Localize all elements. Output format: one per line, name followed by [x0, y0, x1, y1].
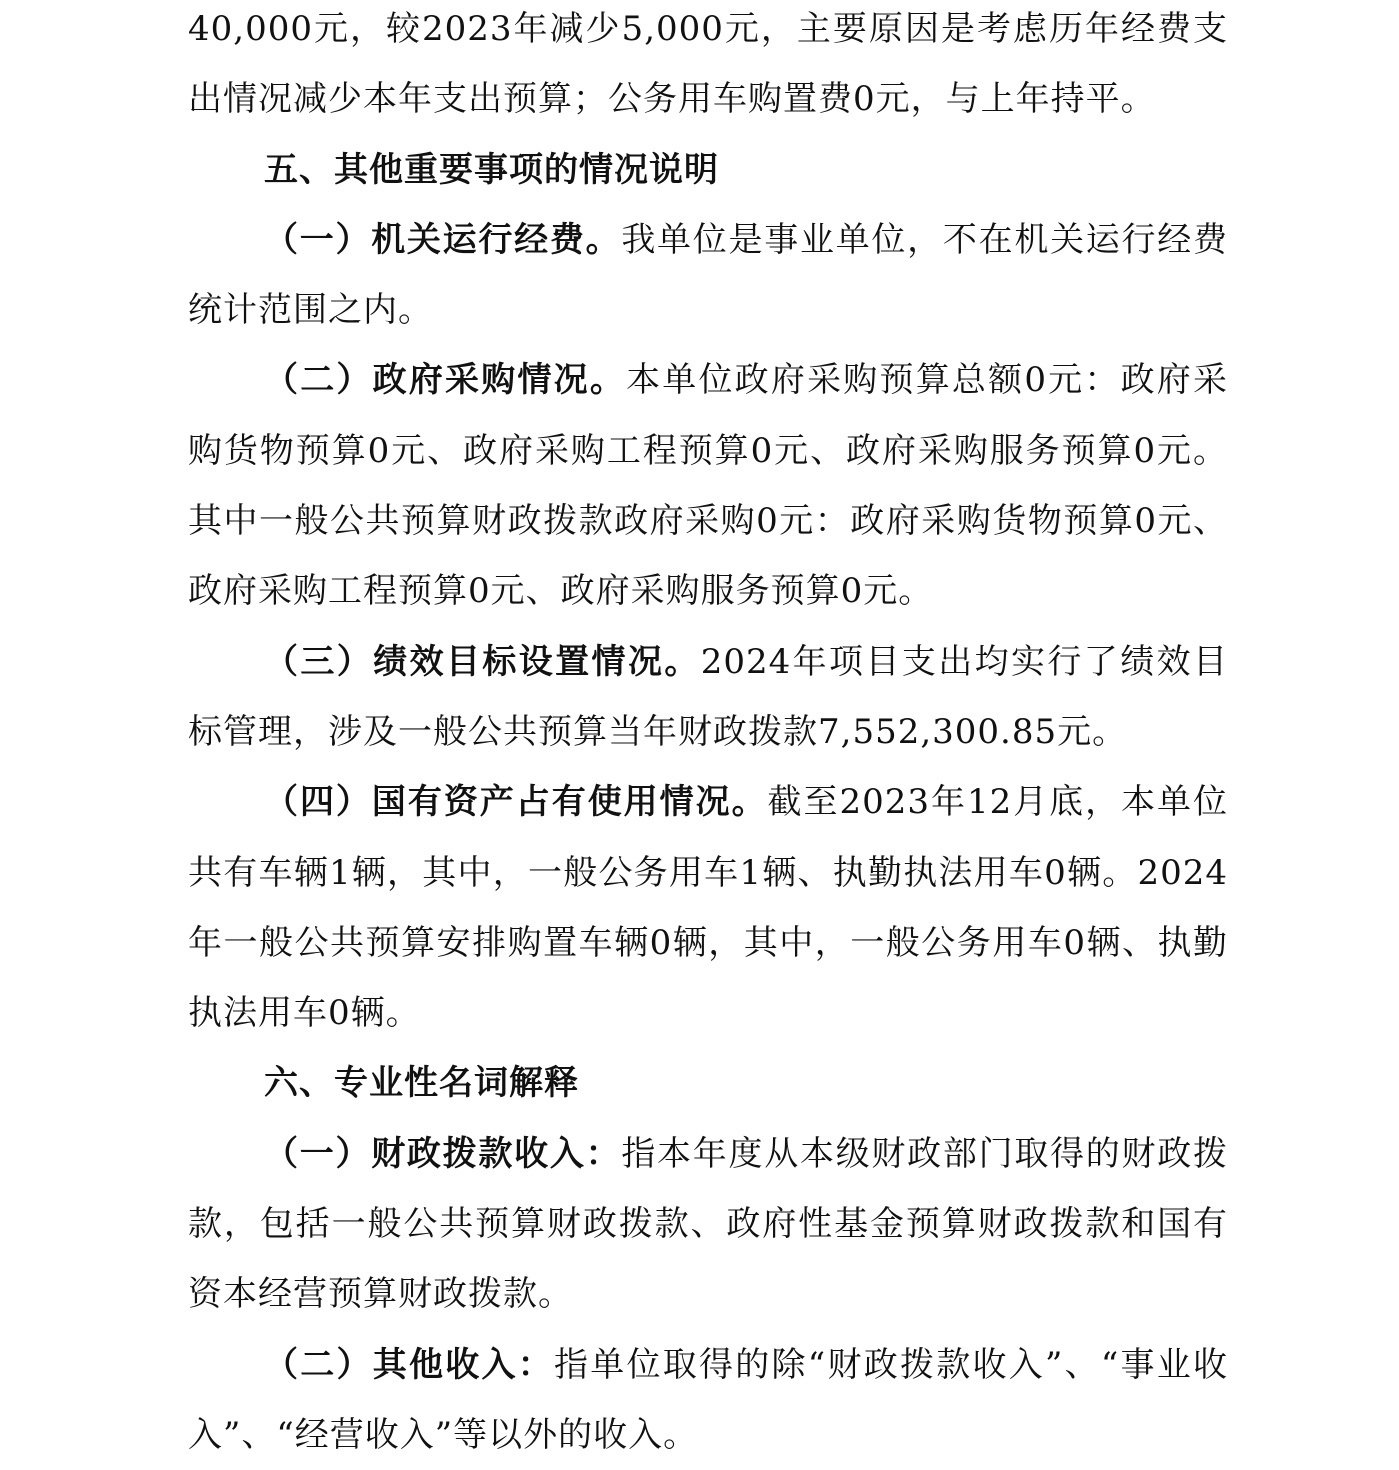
document-page — [188, 0, 1228, 1470]
paragraph-vehicle-budget: 40,000元，较2023年减少5,000元，主要原因是考虑历年经费支出情况减少本年支出预算；公务用车购置费0元，与上年持平。 — [188, 9, 1228, 120]
item-body: 本单位政府采购预算总额0元：政府采购货物预算0元、政府采购工程预算0元、政府采购服务预算0元。其中一般公共预算财政拨款政府采购0元：政府采购货物预算0元、政府采购工程预算0元、政府采购服务预算0元。 — [188, 360, 1228, 612]
term-lead: （二）其他收入： — [264, 1344, 555, 1385]
item-lead: （三）绩效目标设置情况。 — [264, 641, 701, 682]
term-lead: （一）财政拨款收入： — [264, 1133, 622, 1174]
paragraph-operating-expenses — [188, 205, 1228, 346]
term-body: 指本年度从本级财政部门取得的财政拨款，包括一般公共预算财政拨款、政府性基金预算财政拨款和国有资本经营预算财政拨款。 — [188, 1133, 1229, 1315]
item-body: 我单位是事业单位，不在机关运行经费统计范围之内。 — [188, 219, 1229, 331]
item-lead: （四）国有资产占有使用情况。 — [264, 782, 768, 823]
section-heading-glossary: 六、专业性名词解释 — [264, 1063, 579, 1104]
item-body: 截至2023年12月底，本单位共有车辆1辆，其中，一般公务用车1辆、执勤执法用车0辆。2024年一般公共预算安排购置车辆0辆，其中，一般公务用车0辆、执勤执法用车0辆。 — [188, 782, 1229, 1034]
term-body: 指单位取得的除“财政拨款收入”、“事业收入”、“经营收入”等以外的收入。 — [188, 1344, 1228, 1455]
item-lead: （一）机关运行经费。 — [264, 219, 622, 260]
item-lead: （二）政府采购情况。 — [264, 360, 627, 401]
paragraph-fiscal-appropriation-income — [188, 1119, 1228, 1330]
paragraph-performance-targets — [188, 627, 1228, 768]
paragraph-procurement — [188, 345, 1228, 626]
paragraph-state-assets — [188, 767, 1228, 1048]
paragraph-other-income — [188, 1330, 1228, 1470]
section-heading-other-matters: 五、其他重要事项的情况说明 — [264, 149, 719, 190]
item-body: 2024年项目支出均实行了绩效目标管理，涉及一般公共预算当年财政拨款7,552,300.85元。 — [188, 641, 1228, 752]
